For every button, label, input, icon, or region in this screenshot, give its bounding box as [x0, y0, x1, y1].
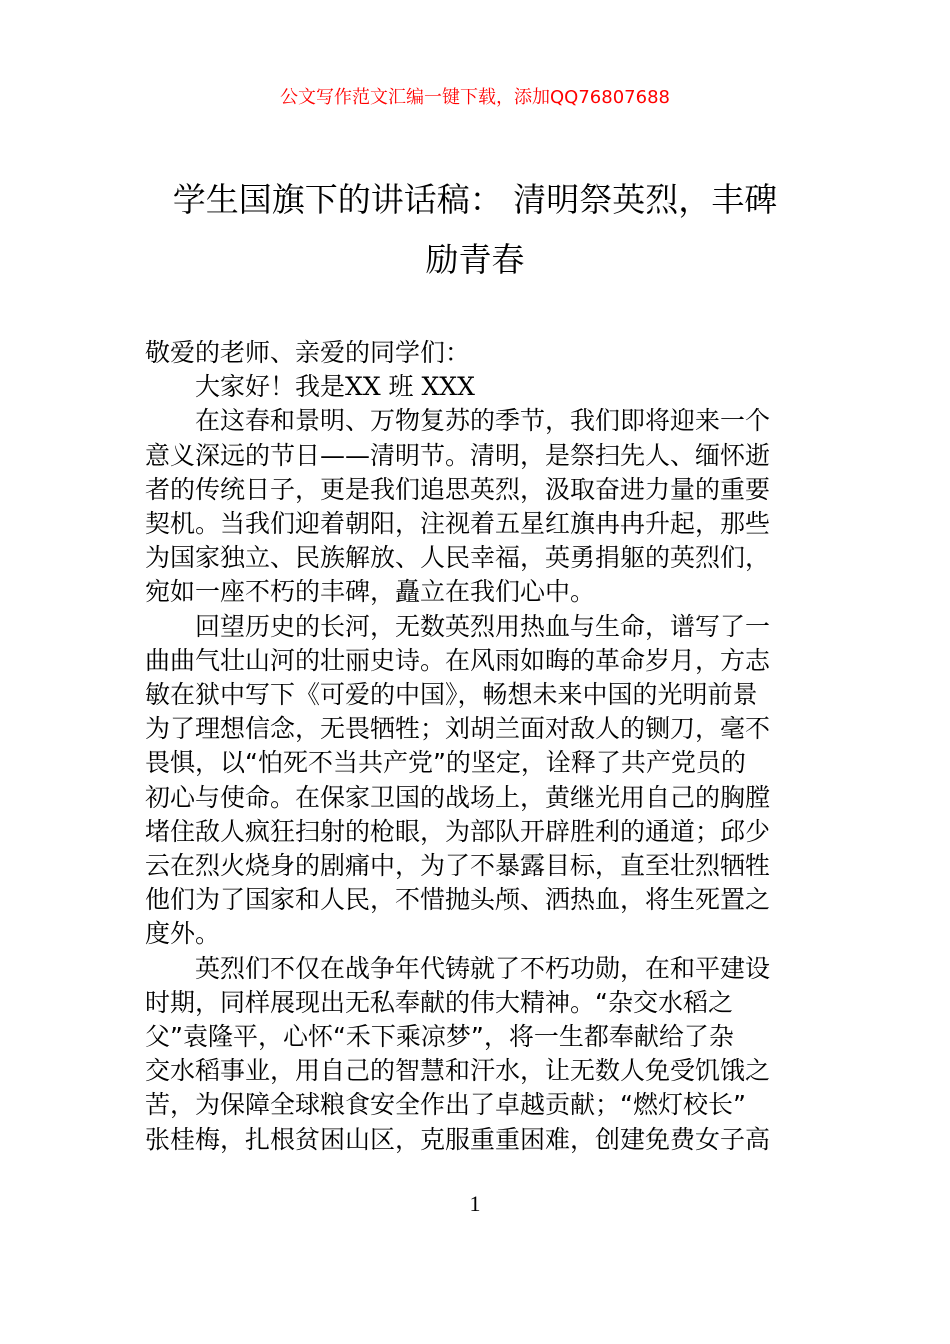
- body-line: 契机。当我们迎着朝阳，注视着五星红旗冉冉升起，那些: [145, 509, 771, 539]
- greeting-prefix: 大家好！我是: [195, 372, 346, 402]
- body-line: 宛如一座不朽的丰碑，矗立在我们心中。: [145, 577, 596, 607]
- document-body: [145, 336, 810, 1157]
- body-line: 苦，为保障全球粮食安全作出了卓越贡献；“燃灯校长”: [145, 1090, 746, 1120]
- body-line: 为了理想信念，无畏牺牲；刘胡兰面对敌人的铡刀，毫不: [145, 714, 771, 744]
- body-line: 他们为了国家和人民，不惜抛头颅、洒热血，将生死置之: [145, 885, 771, 915]
- body-line: 初心与使命。在保家卫国的战场上，黄继光用自己的胸膛: [145, 782, 771, 812]
- body-line: 为国家独立、民族解放、人民幸福，英勇捐躯的英烈们，: [145, 543, 771, 573]
- body-line: 回望历史的长河，无数英烈用热血与生命，谱写了一: [195, 611, 771, 641]
- download-notice: 公文写作范文汇编一键下载，添加QQ76807688: [280, 87, 670, 108]
- body-line: 堵住敌人疯狂扫射的枪眼，为部队开辟胜利的通道；邱少: [145, 816, 771, 846]
- greeting: [145, 370, 810, 404]
- document-title: [145, 170, 805, 290]
- body-line: 度外。: [145, 919, 221, 949]
- body-line: 畏惧，以“怕死不当共产党”的坚定，诠释了共产党员的: [145, 748, 746, 778]
- body-line: 敏在狱中写下《可爱的中国》，畅想未来中国的光明前景: [145, 680, 758, 710]
- body-line: 者的传统日子，更是我们追思英烈，汲取奋进力量的重要: [145, 474, 771, 504]
- body-line: 在这春和景明、万物复苏的季节，我们即将迎来一个: [195, 406, 771, 436]
- body-line: 时期，同样展现出无私奉献的伟大精神。“杂交水稻之: [145, 987, 733, 1017]
- title-line-1: 学生国旗下的讲话稿： 清明祭英烈，丰碑: [172, 180, 778, 219]
- body-line: 英烈们不仅在战争年代铸就了不朽功勋，在和平建设: [195, 953, 771, 983]
- page-number: 1: [469, 1191, 481, 1216]
- body-line: 张桂梅，扎根贫困山区，克服重重困难，创建免费女子高: [145, 1124, 771, 1154]
- greeting-class: XX 班 XXX: [345, 372, 475, 402]
- body-line: 云在烈火烧身的剧痛中，为了不暴露目标，直至壮烈牺牲: [145, 851, 771, 881]
- body-line: 曲曲气壮山河的壮丽史诗。在风雨如晦的革命岁月，方志: [145, 645, 771, 675]
- title-line-2: 励青春: [425, 240, 525, 279]
- body-line: 交水稻事业，用自己的智慧和汗水，让无数人免受饥饿之: [145, 1056, 771, 1086]
- salutation: 敬爱的老师、亲爱的同学们：: [145, 338, 471, 367]
- body-line: 父”袁隆平，心怀“禾下乘凉梦”，将一生都奉献给了杂: [145, 1022, 734, 1052]
- body-line: 意义深远的节日——清明节。清明，是祭扫先人、缅怀逝: [145, 440, 771, 470]
